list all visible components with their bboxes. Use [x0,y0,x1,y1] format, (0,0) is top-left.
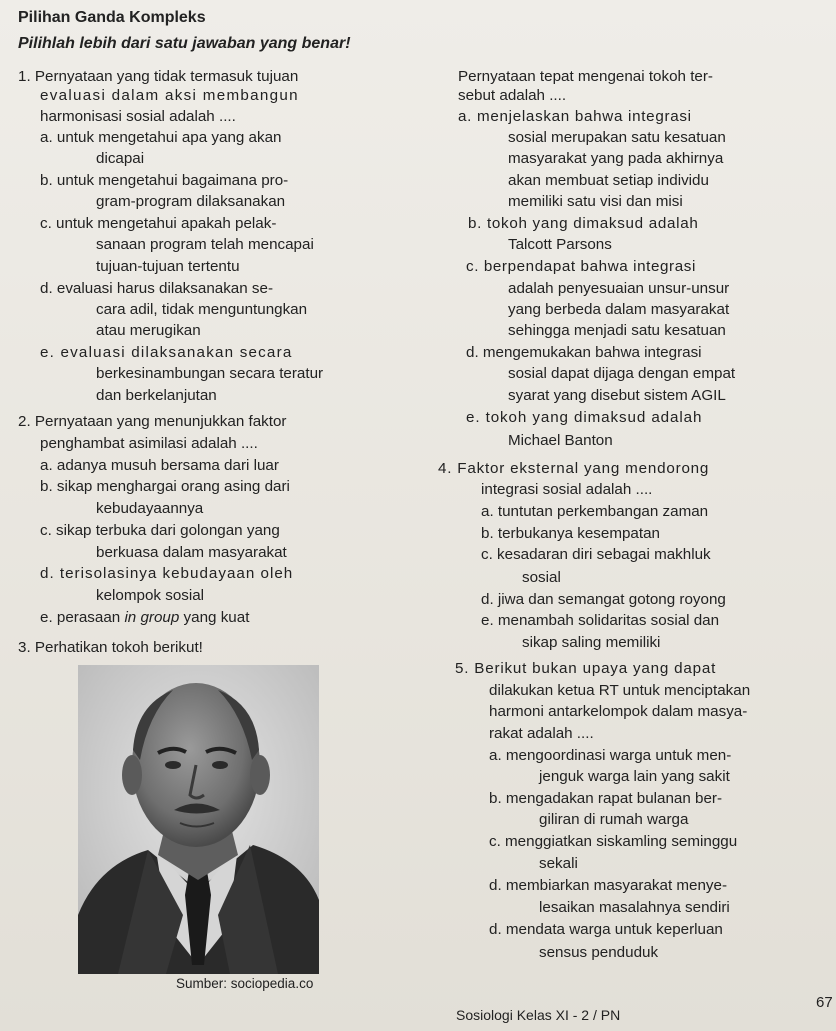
page-number: 67 [816,994,833,1011]
q3-option-a-line3: masyarakat yang pada akhirnya [508,150,724,167]
photo-caption: Sumber: sociopedia.co [176,976,314,991]
q1-option-e-line1: e. evaluasi dilaksanakan secara [40,344,293,361]
q3-option-a-line1: a. menjelaskan bahwa integrasi [458,108,692,125]
q5-option-d2-line2: sensus penduduk [539,944,659,961]
q3-option-c-line3: yang berbeda dalam masyarakat [508,301,730,318]
q2-option-b-line2: kebudayaannya [96,500,204,517]
q3-option-a-line2: sosial merupakan satu kesatuan [508,129,726,146]
q2-option-e-post: yang kuat [179,609,250,626]
q3-option-a-line5: memiliki satu visi dan misi [508,193,683,210]
q3-option-e-line1: e. tokoh yang dimaksud adalah [466,409,703,426]
q1-option-c-line1: c. untuk mengetahui apakah pelak- [40,215,277,232]
q5-option-a-line1: a. mengoordinasi warga untuk men- [489,747,732,764]
q1-stem-line2: evaluasi dalam aksi membangun [40,87,299,104]
q4-option-c-line2: sosial [522,569,561,586]
q3-option-c-line1: c. berpendapat bahwa integrasi [466,258,696,275]
q3-stem: 3. Perhatikan tokoh berikut! [18,639,203,656]
q5-option-d2-line1: d. mendata warga untuk keperluan [489,921,723,938]
q1-option-e-line3: dan berkelanjutan [96,387,217,404]
q4-option-e-line1: e. menambah solidaritas sosial dan [481,612,720,629]
q3-option-c-line2: adalah penyesuaian unsur-unsur [508,280,730,297]
q5-option-d1-line2: lesaikan masalahnya sendiri [539,899,730,916]
q3-option-b-line1: b. tokoh yang dimaksud adalah [468,215,699,232]
q1-option-c-line3: tujuan-tujuan tertentu [96,258,240,275]
q5-option-c-line1: c. menggiatkan siskamling seminggu [489,833,738,850]
q5-option-a-line2: jenguk warga lain yang sakit [539,768,730,785]
footer-text: Sosiologi Kelas XI - 2 / PN [456,1007,621,1023]
q2-option-d-line2: kelompok sosial [96,587,205,604]
q2-option-a-line1: a. adanya musuh bersama dari luar [40,457,279,474]
q3-cont-stem-line2: sebut adalah .... [458,87,567,104]
q1-option-c-line2: sanaan program telah mencapai [96,236,314,253]
q1-option-b-line1: b. untuk mengetahui bagaimana pro- [40,172,289,189]
q5-option-c-line2: sekali [539,855,578,872]
q2-stem-line2: penghambat asimilasi adalah .... [40,435,258,452]
q3-option-a-line4: akan membuat setiap individu [508,172,709,189]
q5-stem-line1: 5. Berikut bukan upaya yang dapat [455,660,717,677]
q5-stem-line2: dilakukan ketua RT untuk menciptakan [489,682,751,699]
q5-option-b-line2: giliran di rumah warga [539,811,689,828]
q5-stem-line4: rakat adalah .... [489,725,594,742]
q4-stem-line1: 4. Faktor eksternal yang mendorong [438,460,710,477]
q3-option-d-line2: sosial dapat dijaga dengan empat [508,365,736,382]
q4-option-c-line1: c. kesadaran diri sebagai makhluk [481,546,711,563]
q4-option-e-line2: sikap saling memiliki [522,634,661,651]
q2-option-d-line1: d. terisolasinya kebudayaan oleh [40,565,294,582]
portrait-photo [78,665,319,974]
q3-option-d-line3: syarat yang disebut sistem AGIL [508,387,726,404]
q1-option-d-line3: atau merugikan [96,322,201,339]
section-instruction: Pilihlah lebih dari satu jawaban yang benar! [18,35,351,52]
q5-option-b-line1: b. mengadakan rapat bulanan ber- [489,790,723,807]
q1-option-d-line1: d. evaluasi harus dilaksanakan se- [40,280,274,297]
q1-option-d-line2: cara adil, tidak menguntungkan [96,301,308,318]
q2-option-e-pre: e. perasaan [40,609,125,626]
q4-stem-line2: integrasi sosial adalah .... [481,481,653,498]
q3-option-c-line4: sehingga menjadi satu kesatuan [508,322,726,339]
portrait-illustration [78,665,319,974]
q3-option-b-line2: Talcott Parsons [508,236,612,253]
q1-option-e-line2: berkesinambungan secara teratur [96,365,324,382]
q2-stem-line1: 2. Pernyataan yang menunjukkan faktor [18,413,287,430]
q5-stem-line3: harmoni antarkelompok dalam masya- [489,703,748,720]
q2-option-e [40,608,249,628]
q1-stem-line3: harmonisasi sosial adalah .... [40,108,236,125]
q2-option-c-line1: c. sikap terbuka dari golongan yang [40,522,280,539]
q1-option-a-line2: dicapai [96,150,145,167]
q3-option-d-line1: d. mengemukakan bahwa integrasi [466,344,702,361]
q4-option-a: a. tuntutan perkembangan zaman [481,503,709,520]
q2-option-e-italic: in group [124,609,180,626]
q5-option-d1-line1: d. membiarkan masyarakat menye- [489,877,728,894]
q4-option-b: b. terbukanya kesempatan [481,525,660,542]
q2-option-c-line2: berkuasa dalam masyarakat [96,544,287,561]
q1-option-b-line2: gram-program dilaksanakan [96,193,286,210]
q2-option-b-line1: b. sikap menghargai orang asing dari [40,478,290,495]
section-title: Pilihan Ganda Kompleks [18,9,206,26]
q3-option-e-line2: Michael Banton [508,432,613,449]
q1-option-a-line1: a. untuk mengetahui apa yang akan [40,129,282,146]
q1-stem-line1: 1. Pernyataan yang tidak termasuk tujuan [18,68,299,85]
q3-cont-stem-line1: Pernyataan tepat mengenai tokoh ter- [458,68,713,85]
q4-option-d: d. jiwa dan semangat gotong royong [481,591,726,608]
